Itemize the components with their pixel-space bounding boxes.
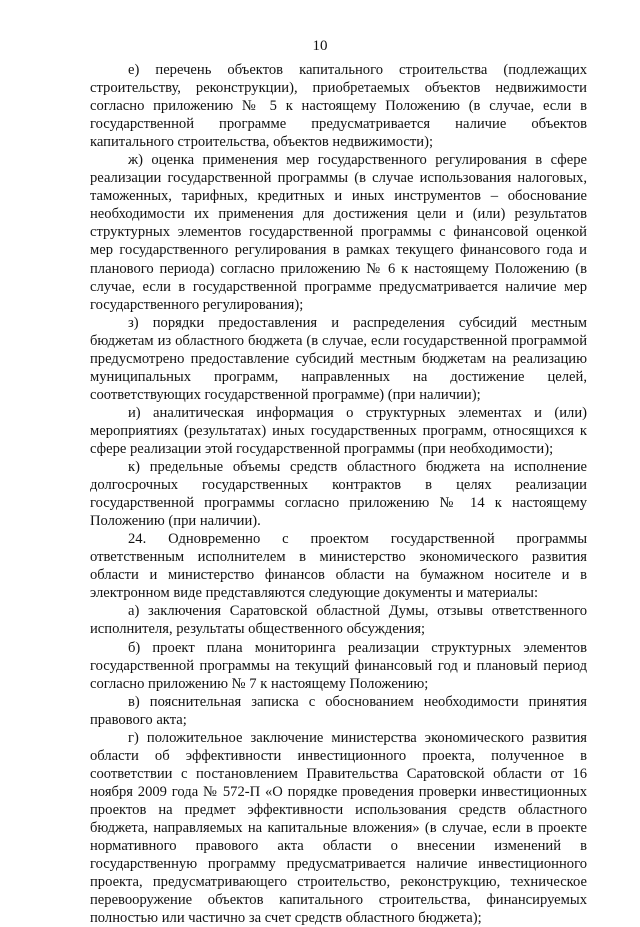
paragraph-b: б) проект плана мониторинга реализации структурных элементов государственной программы на текущий финансовый год и плановый период согласно приложению № 7 к настоящему Положению; [90, 639, 587, 692]
paragraph-k: к) предельные объемы средств областного бюджета на исполнение долгосрочных государственных контрактов в целях реализации государственной программы согласно приложению № 14 к настоящему Положению (при наличии). [90, 459, 587, 530]
paragraph-24: 24. Одновременно с проектом государственной программы ответственным исполнителем в министерство экономического развития области и министерство финансов области на бумажном носителе и в электронном виде представляются следующие документы и материалы: [90, 531, 587, 602]
paragraph-v: в) пояснительная записка с обоснованием необходимости принятия правового акта; [90, 693, 587, 728]
paragraph-zh: ж) оценка применения мер государственного регулирования в сфере реализации государственной программы (в случае использования налоговых, таможенных, тарифных, кредитных и иных инструментов – обоснование необходимости их применения для достижения цели и (или) результатов структурных элементов государственной программы с финансовой оценкой мер государственного регулирования в рамках текущего финансового года и планового периода) согласно приложению № 6 к настоящему Положению (в случае, если в государственной программе предусматривается наличие мер государственного регулирования); [90, 152, 587, 313]
document-body [90, 61, 587, 927]
paragraph-a: а) заключения Саратовской областной Думы, отзывы ответственного исполнителя, результаты общественного обсуждения; [90, 603, 587, 638]
paragraph-i: и) аналитическая информация о структурных элементах и (или) мероприятиях (результатах) иных государственных программ, относящихся к сфере реализации этой государственной программы (при необходимости); [90, 404, 587, 457]
paragraph-z: з) порядки предоставления и распределения субсидий местным бюджетам из областного бюджета (в случае, если государственной программой предусмотрено предоставление субсидий местным бюджетам на реализацию муниципальных программ, направленных на достижение целей, соответствующих государственной программе) (при наличии); [90, 314, 587, 403]
paragraph-e: е) перечень объектов капитального строительства (подлежащих строительству, реконструкции), приобретаемых объектов недвижимости согласно приложению № 5 к настоящему Положению (в случае, если в государственной программе предусматривается наличие объектов капитального строительства, объектов недвижимости); [90, 62, 587, 151]
page-number: 10 [312, 38, 328, 54]
paragraph-g: г) положительное заключение министерства экономического развития области об эффективности инвестиционного проекта, полученное в соответствии с постановлением Правительства Саратовской области от 16 ноября 2009 года № 572-П «О порядке проведения проверки инвестиционных проектов на предмет эффективности использования средств областного бюджета, направляемых на капитальные вложения» (в случае, если в проекте нормативного правового акта области о внесении изменений в государственную программу предусматривается наличие инвестиционного проекта, предусматривающего строительство, реконструкцию, техническое перевооружение объектов капитального строительства, финансируемых полностью или частично за счет средств областного бюджета); [90, 729, 587, 927]
